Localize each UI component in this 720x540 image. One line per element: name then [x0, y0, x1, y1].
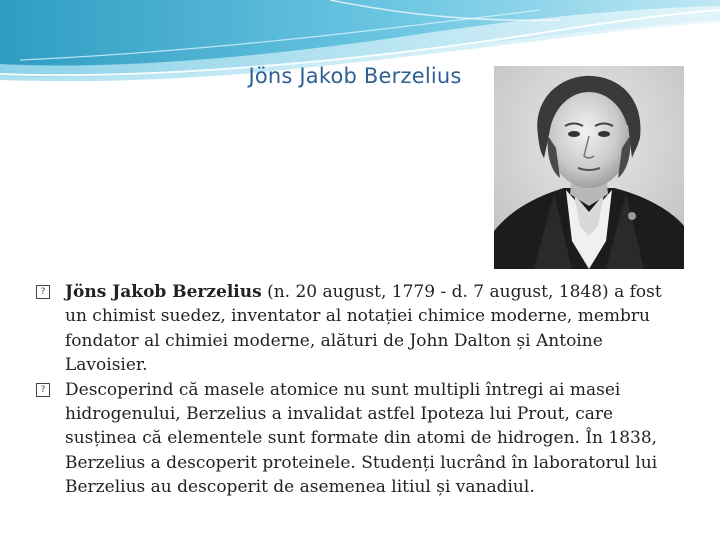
- slide-title: Jöns Jakob Berzelius: [248, 64, 462, 88]
- paragraph-discoveries: [36, 378, 686, 500]
- biography-text: (n. 20 august, 1779 - d. 7 august, 1848) a fost un chimist suedez, inventator al notației chimice moderne, membru fondator al chimiei moderne, alături de John Dalton și Antoine Lavoisier.: [65, 282, 662, 376]
- paragraph-biography: [36, 280, 686, 378]
- portrait-drawing: [494, 66, 684, 269]
- subject-name: Jöns Jakob Berzelius: [65, 282, 262, 302]
- square-bullet-icon: ?: [36, 285, 50, 299]
- square-bullet-icon: ?: [36, 383, 50, 397]
- portrait-image: [494, 66, 684, 269]
- discoveries-text: Descoperind că masele atomice nu sunt multipli întregi ai masei hidrogenului, Berzelius a invalidat astfel Ipoteza lui Prout, care susținea că elementele sunt formate din atomi de hidrogen. În 1838, Berzelius a descoperit proteinele. Studenți lucrând în laboratorul lui Berzelius au descoperit de asemenea litiul și vanadiul.: [65, 379, 658, 498]
- body-text: [36, 280, 686, 500]
